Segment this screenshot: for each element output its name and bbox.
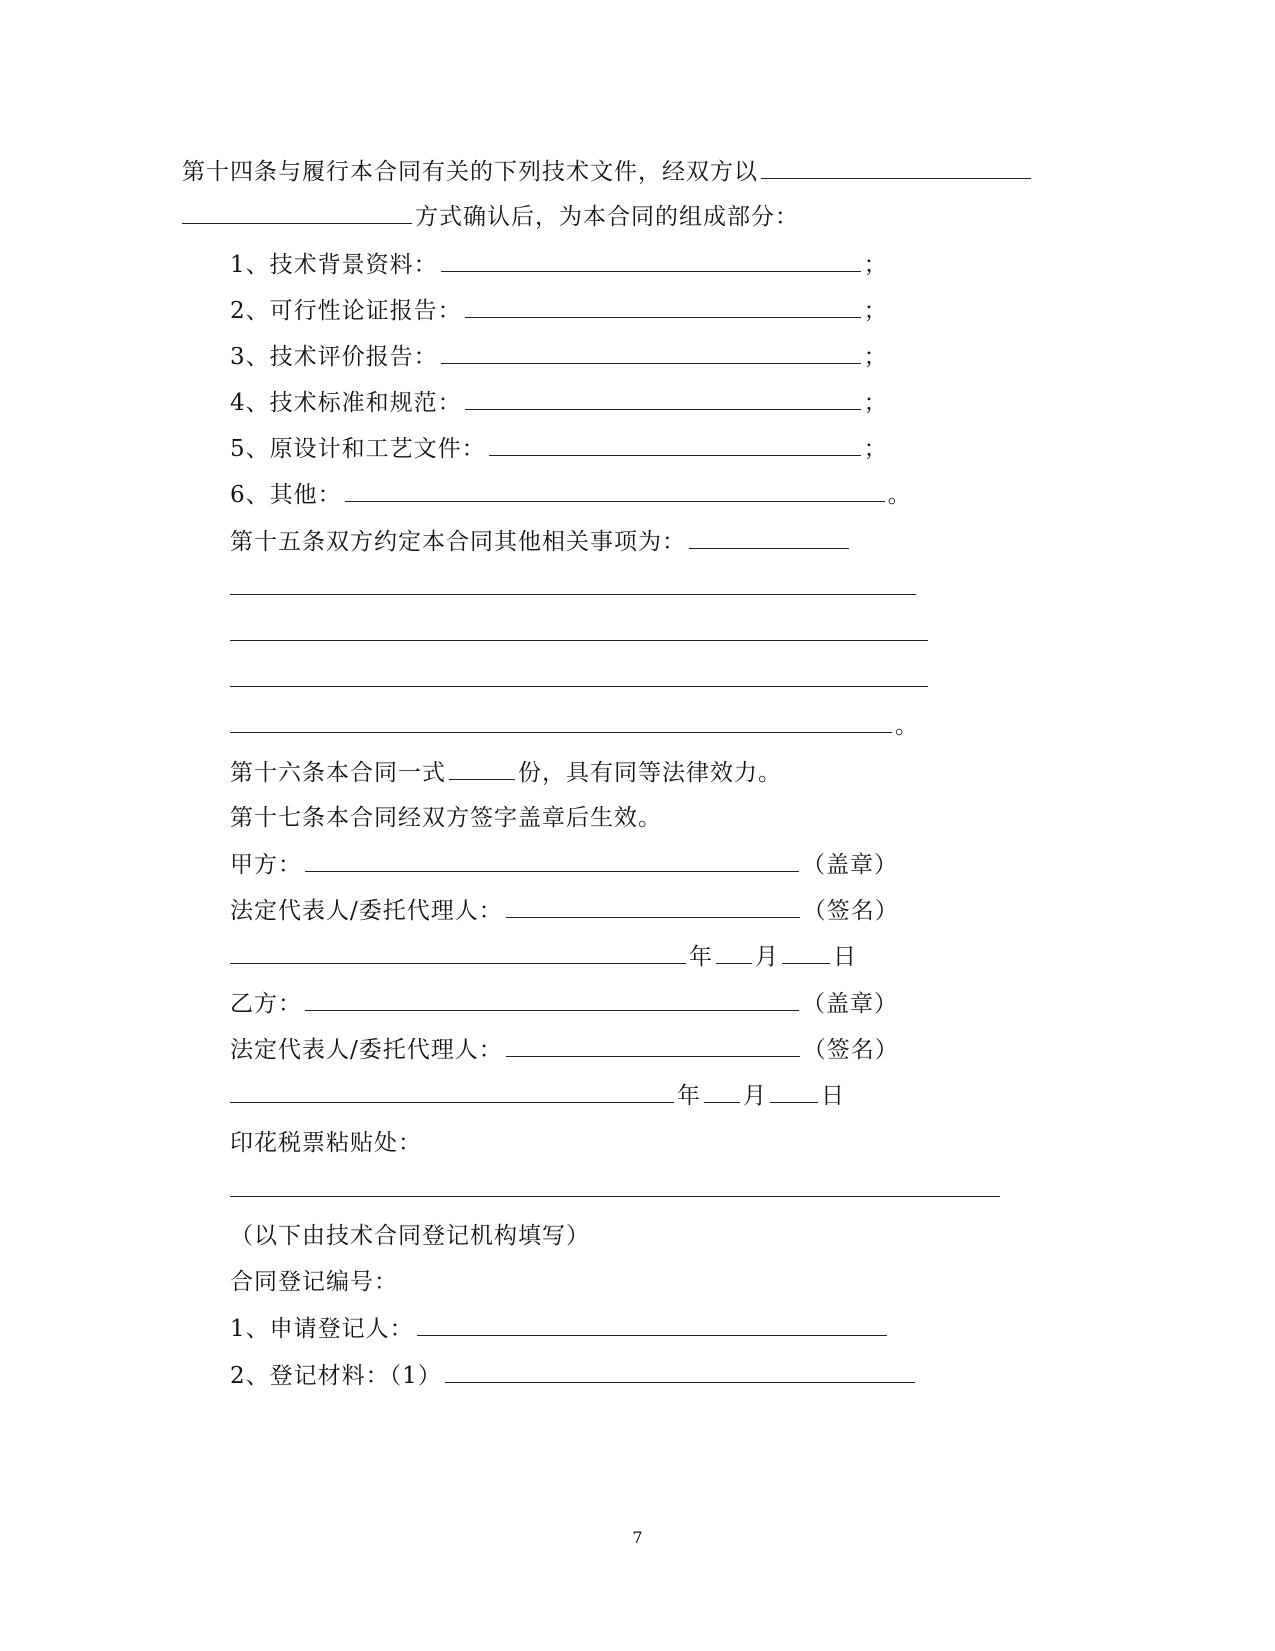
party-b-seal: （盖章） xyxy=(802,991,898,1017)
article-14-cont xyxy=(182,201,799,232)
tech-doc-item-6 xyxy=(230,479,912,510)
party-a-rep-row xyxy=(230,895,899,926)
blank-other-matters-line[interactable] xyxy=(230,664,928,687)
party-b-rep-row xyxy=(230,1034,899,1065)
stamp-tax-row xyxy=(230,1128,422,1158)
registry-materials-label: 2、登记材料： xyxy=(230,1363,390,1389)
party-a-row xyxy=(230,849,898,880)
tech-doc-label: 3、技术评价报告： xyxy=(230,344,438,370)
article-16-post: 份，具有同等法律效力。 xyxy=(518,760,782,786)
party-b-date-blank[interactable] xyxy=(230,1080,674,1103)
article-15-blank-line-2 xyxy=(230,618,931,649)
month-blank[interactable] xyxy=(716,941,752,964)
year-label: 年 xyxy=(689,944,713,970)
blank-copies[interactable] xyxy=(449,757,515,780)
day-label: 日 xyxy=(833,944,857,970)
article-17-text: 第十七条本合同经双方签字盖章后生效。 xyxy=(230,805,662,831)
registry-number-label: 合同登记编号： xyxy=(230,1269,398,1295)
tech-doc-label: 4、技术标准和规范： xyxy=(230,390,462,416)
stamp-tax-blank[interactable] xyxy=(230,1174,1000,1197)
party-a-label: 甲方： xyxy=(230,852,302,878)
registry-materials-sub: （1） xyxy=(389,1363,442,1389)
tech-doc-end: 。 xyxy=(887,482,912,508)
party-b-sign: （签名） xyxy=(802,1037,899,1063)
party-a-rep-blank[interactable] xyxy=(506,895,800,918)
month-blank[interactable] xyxy=(704,1080,740,1103)
registry-note: （以下由技术合同登记机构填写） xyxy=(230,1223,590,1249)
party-b-row xyxy=(230,988,898,1019)
registry-applicant-blank[interactable] xyxy=(417,1313,887,1336)
blank-other-matters[interactable] xyxy=(689,526,849,549)
registry-number-row xyxy=(230,1267,398,1297)
tech-doc-end: ； xyxy=(863,252,888,278)
tech-doc-item-2 xyxy=(230,295,888,326)
party-b-blank[interactable] xyxy=(305,988,799,1011)
article-14-cont-text: 方式确认后，为本合同的组成部分： xyxy=(415,204,799,230)
registry-materials-row xyxy=(230,1360,918,1391)
blank-other-matters-line[interactable] xyxy=(230,710,892,733)
registry-applicant-row xyxy=(230,1313,890,1344)
tech-doc-blank[interactable] xyxy=(465,295,861,318)
year-label: 年 xyxy=(677,1083,701,1109)
tech-doc-blank[interactable] xyxy=(441,341,861,364)
registry-materials-blank[interactable] xyxy=(445,1360,915,1383)
party-b-rep-label: 法定代表人/委托代理人： xyxy=(230,1037,503,1063)
tech-doc-item-1 xyxy=(230,249,888,280)
tech-doc-item-5 xyxy=(230,433,888,464)
blank-other-matters-line[interactable] xyxy=(230,618,928,641)
article-15-end: 。 xyxy=(895,713,919,739)
stamp-tax-label: 印花税票粘贴处： xyxy=(230,1130,422,1156)
article-17 xyxy=(230,803,662,833)
party-a-blank[interactable] xyxy=(305,849,799,872)
party-a-sign: （签名） xyxy=(802,898,899,924)
article-15-blank-line-4 xyxy=(230,710,919,741)
article-16 xyxy=(230,757,782,788)
blank-confirm-method[interactable] xyxy=(761,156,1031,179)
page-number: 7 xyxy=(632,1528,643,1547)
article-15 xyxy=(230,526,852,557)
tech-doc-end: ； xyxy=(863,390,888,416)
registry-note-row xyxy=(230,1221,590,1251)
tech-doc-item-3 xyxy=(230,341,888,372)
tech-doc-blank[interactable] xyxy=(441,249,861,272)
tech-doc-blank[interactable] xyxy=(489,433,861,456)
party-a-seal: （盖章） xyxy=(802,852,898,878)
party-a-date-row xyxy=(230,941,857,972)
tech-doc-end: ； xyxy=(863,344,888,370)
tech-doc-end: ； xyxy=(863,436,888,462)
tech-doc-blank[interactable] xyxy=(465,387,861,410)
article-16-pre: 第十六条本合同一式 xyxy=(230,760,446,786)
tech-doc-item-4 xyxy=(230,387,888,418)
article-15-blank-line-1 xyxy=(230,572,919,603)
party-b-rep-blank[interactable] xyxy=(506,1034,800,1057)
party-b-date-row xyxy=(230,1080,845,1111)
tech-doc-label: 5、原设计和工艺文件： xyxy=(230,436,486,462)
party-a-date-blank[interactable] xyxy=(230,941,686,964)
stamp-tax-blank-row xyxy=(230,1174,1003,1205)
party-a-rep-label: 法定代表人/委托代理人： xyxy=(230,898,503,924)
registry-applicant-label: 1、申请登记人： xyxy=(230,1316,414,1342)
month-label: 月 xyxy=(755,944,779,970)
month-label: 月 xyxy=(743,1083,767,1109)
article-14-intro xyxy=(182,156,1034,187)
blank-other-matters-line[interactable] xyxy=(230,572,916,595)
tech-doc-label: 1、技术背景资料： xyxy=(230,252,438,278)
tech-doc-blank[interactable] xyxy=(345,479,885,502)
blank-confirm-method-cont[interactable] xyxy=(182,201,412,224)
day-label: 日 xyxy=(821,1083,845,1109)
day-blank[interactable] xyxy=(770,1080,818,1103)
tech-doc-end: ； xyxy=(863,298,888,324)
day-blank[interactable] xyxy=(782,941,830,964)
article-15-blank-line-3 xyxy=(230,664,931,695)
party-b-label: 乙方： xyxy=(230,991,302,1017)
tech-doc-label: 6、其他： xyxy=(230,482,342,508)
article-15-text: 第十五条双方约定本合同其他相关事项为： xyxy=(230,529,686,555)
tech-doc-label: 2、可行性论证报告： xyxy=(230,298,462,324)
article-14-intro-text: 第十四条与履行本合同有关的下列技术文件，经双方以 xyxy=(182,159,758,185)
